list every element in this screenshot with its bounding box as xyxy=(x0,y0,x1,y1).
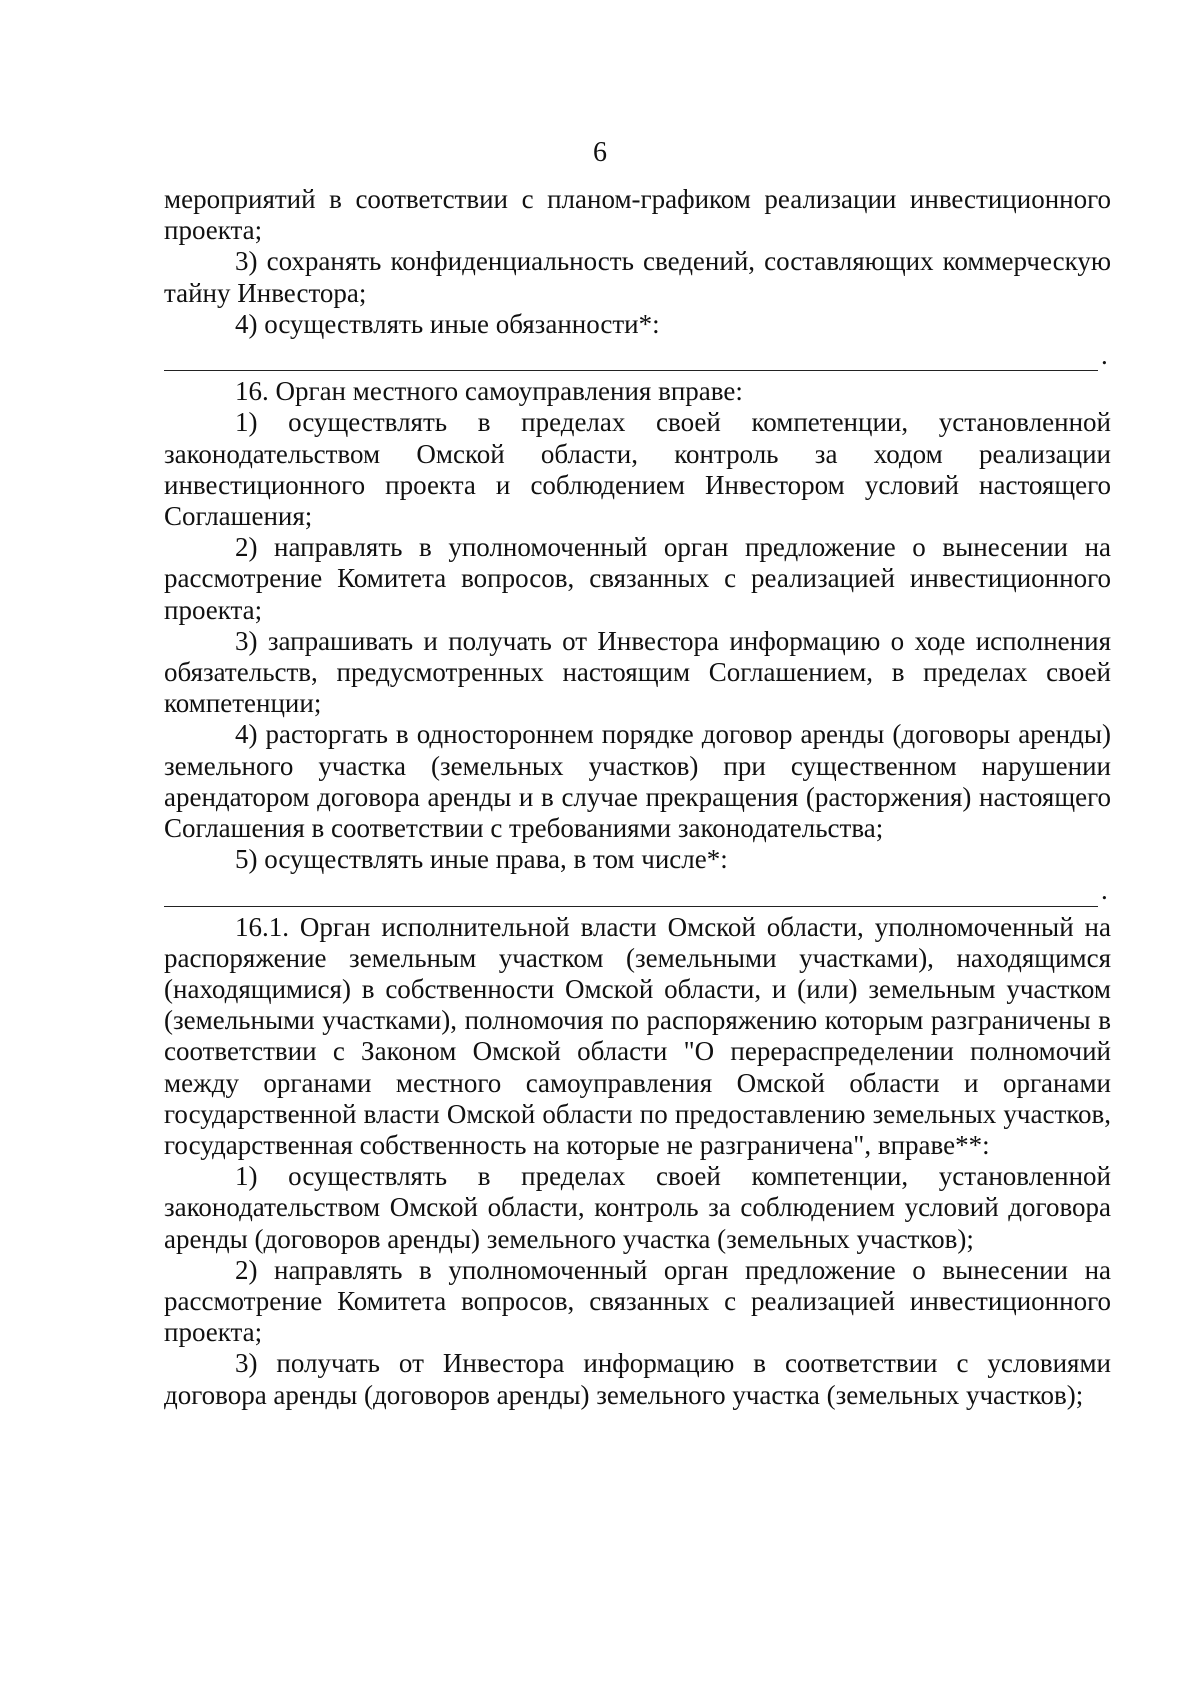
paragraph-item-3-confidentiality: 3) сохранять конфиденциальность сведений, составляющих коммерческую тайну Инвестора; xyxy=(164,246,1111,308)
blank-end-period: . xyxy=(1101,875,1108,906)
section-16-1-item-3: 3) получать от Инвестора информацию в соответствии с условиями договора аренды (договоров аренды) земельного участка (земельных участков); xyxy=(164,1348,1111,1410)
paragraph-continuation: мероприятий в соответствии с планом-графиком реализации инвестиционного проекта; xyxy=(164,184,1111,246)
fill-in-line-duties xyxy=(164,340,1111,371)
section-16-item-1: 1) осуществлять в пределах своей компетенции, установленной законодательством Омской области, контроль за ходом реализации инвестиционного проекта и соблюдением Инвестором условий настоящего Соглашения; xyxy=(164,407,1111,532)
section-16-item-5: 5) осуществлять иные права, в том числе*: xyxy=(235,844,728,875)
section-16-item-2: 2) направлять в уполномоченный орган предложение о вынесении на рассмотрение Комитета вопросов, связанных с реализацией инвестиционного проекта; xyxy=(164,532,1111,625)
section-16-heading: 16. Орган местного самоуправления вправе: xyxy=(235,376,743,407)
page-number: 6 xyxy=(593,137,607,168)
blank-underline xyxy=(164,346,1098,371)
section-16-1-item-1: 1) осуществлять в пределах своей компетенции, установленной законодательством Омской области, контроль за соблюдением условий договора аренды (договоров аренды) земельного участка (земельных участков); xyxy=(164,1161,1111,1254)
section-16-1-item-2: 2) направлять в уполномоченный орган предложение о вынесении на рассмотрение Комитета вопросов, связанных с реализацией инвестиционного проекта; xyxy=(164,1254,1111,1348)
fill-in-line-rights xyxy=(164,875,1111,906)
section-16-item-3: 3) запрашивать и получать от Инвестора информацию о ходе исполнения обязательств, предусмотренных настоящим Соглашением, в пределах своей компетенции; xyxy=(164,625,1111,719)
blank-underline xyxy=(164,882,1098,907)
section-16-item-4: 4) расторгать в одностороннем порядке договор аренды (договоры аренды) земельного участка (земельных участков) при существенном нарушении арендатором договора аренды и в случае прекращения (расторжения) настоящего Соглашения в соответствии с требованиями законодательства; xyxy=(164,719,1111,844)
document-body xyxy=(164,184,1111,1411)
paragraph-item-4-other-duties: 4) осуществлять иные обязанности*: xyxy=(235,308,660,339)
section-16-1-heading: 16.1. Орган исполнительной власти Омской области, уполномоченный на распоряжение земельным участком (земельными участками), находящимся (находящимися) в собственности Омской области, и (или) земельным участком (земельными участками), полномочия по распоряжению которым разграничены в соответствии с Законом Омской области "О перераспределении полномочий между органами местного самоуправления Омской области и органами государственной власти Омской области по предоставлению земельных участков, государственная собственность на которые не разграничена", вправе**: xyxy=(164,911,1111,1161)
blank-end-period: . xyxy=(1101,340,1108,370)
